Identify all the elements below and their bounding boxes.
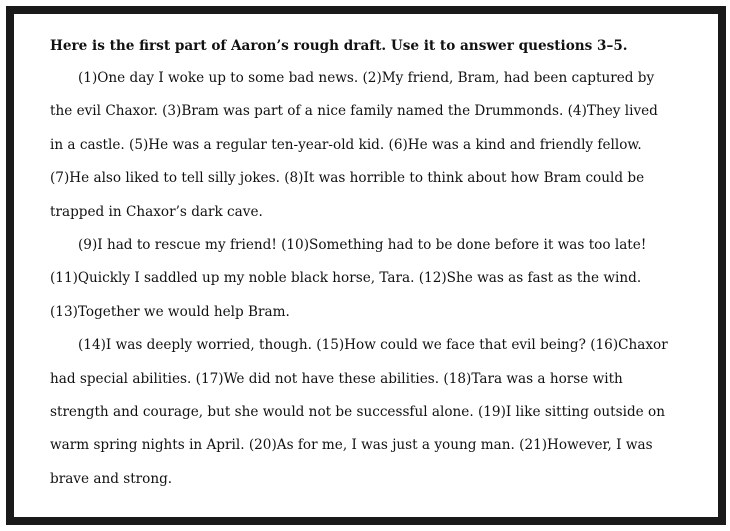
paragraph-3: [50, 335, 690, 502]
text-line: (9)I had to rescue my friend! (10)Something had to be done before it was too late!: [78, 236, 647, 253]
text-line: (1)One day I woke up to some bad news. (2)My friend, Bram, had been captured by: [78, 70, 655, 86]
text-line: in a castle. (5)He was a regular ten-year-old kid. (6)He was a kind and friendly fellow.: [50, 136, 642, 153]
text-line: had special abilities. (17)We did not have these abilities. (18)Tara was a horse with: [50, 370, 623, 387]
text-line: the evil Chaxor. (3)Bram was part of a nice family named the Drummonds. (4)They lived: [50, 103, 658, 120]
text-line: trapped in Chaxor’s dark cave.: [50, 203, 263, 220]
text-line: (14)I was deeply worried, though. (15)How could we face that evil being? (16)Chaxor: [78, 337, 668, 354]
text-line: (7)He also liked to tell silly jokes. (8)It was horrible to think about how Bram could be: [50, 170, 645, 187]
text-line: warm spring nights in April. (20)As for me, I was just a young man. (21)However, I was: [50, 437, 653, 454]
text-line: brave and strong.: [50, 470, 173, 487]
document-frame: [6, 6, 726, 525]
text-line: strength and courage, but she would not be successful alone. (19)I like sitting outside on: [50, 403, 665, 420]
paragraph-1: [50, 68, 690, 235]
instruction-heading: Here is the first part of Aaron’s rough draft. Use it to answer questions 3–5.: [50, 38, 628, 54]
paragraph-2: [50, 235, 690, 335]
text-line: (11)Quickly I saddled up my noble black horse, Tara. (12)She was as fast as the wind.: [50, 270, 642, 287]
draft-content: [50, 36, 690, 502]
text-line: (13)Together we would help Bram.: [50, 303, 290, 320]
